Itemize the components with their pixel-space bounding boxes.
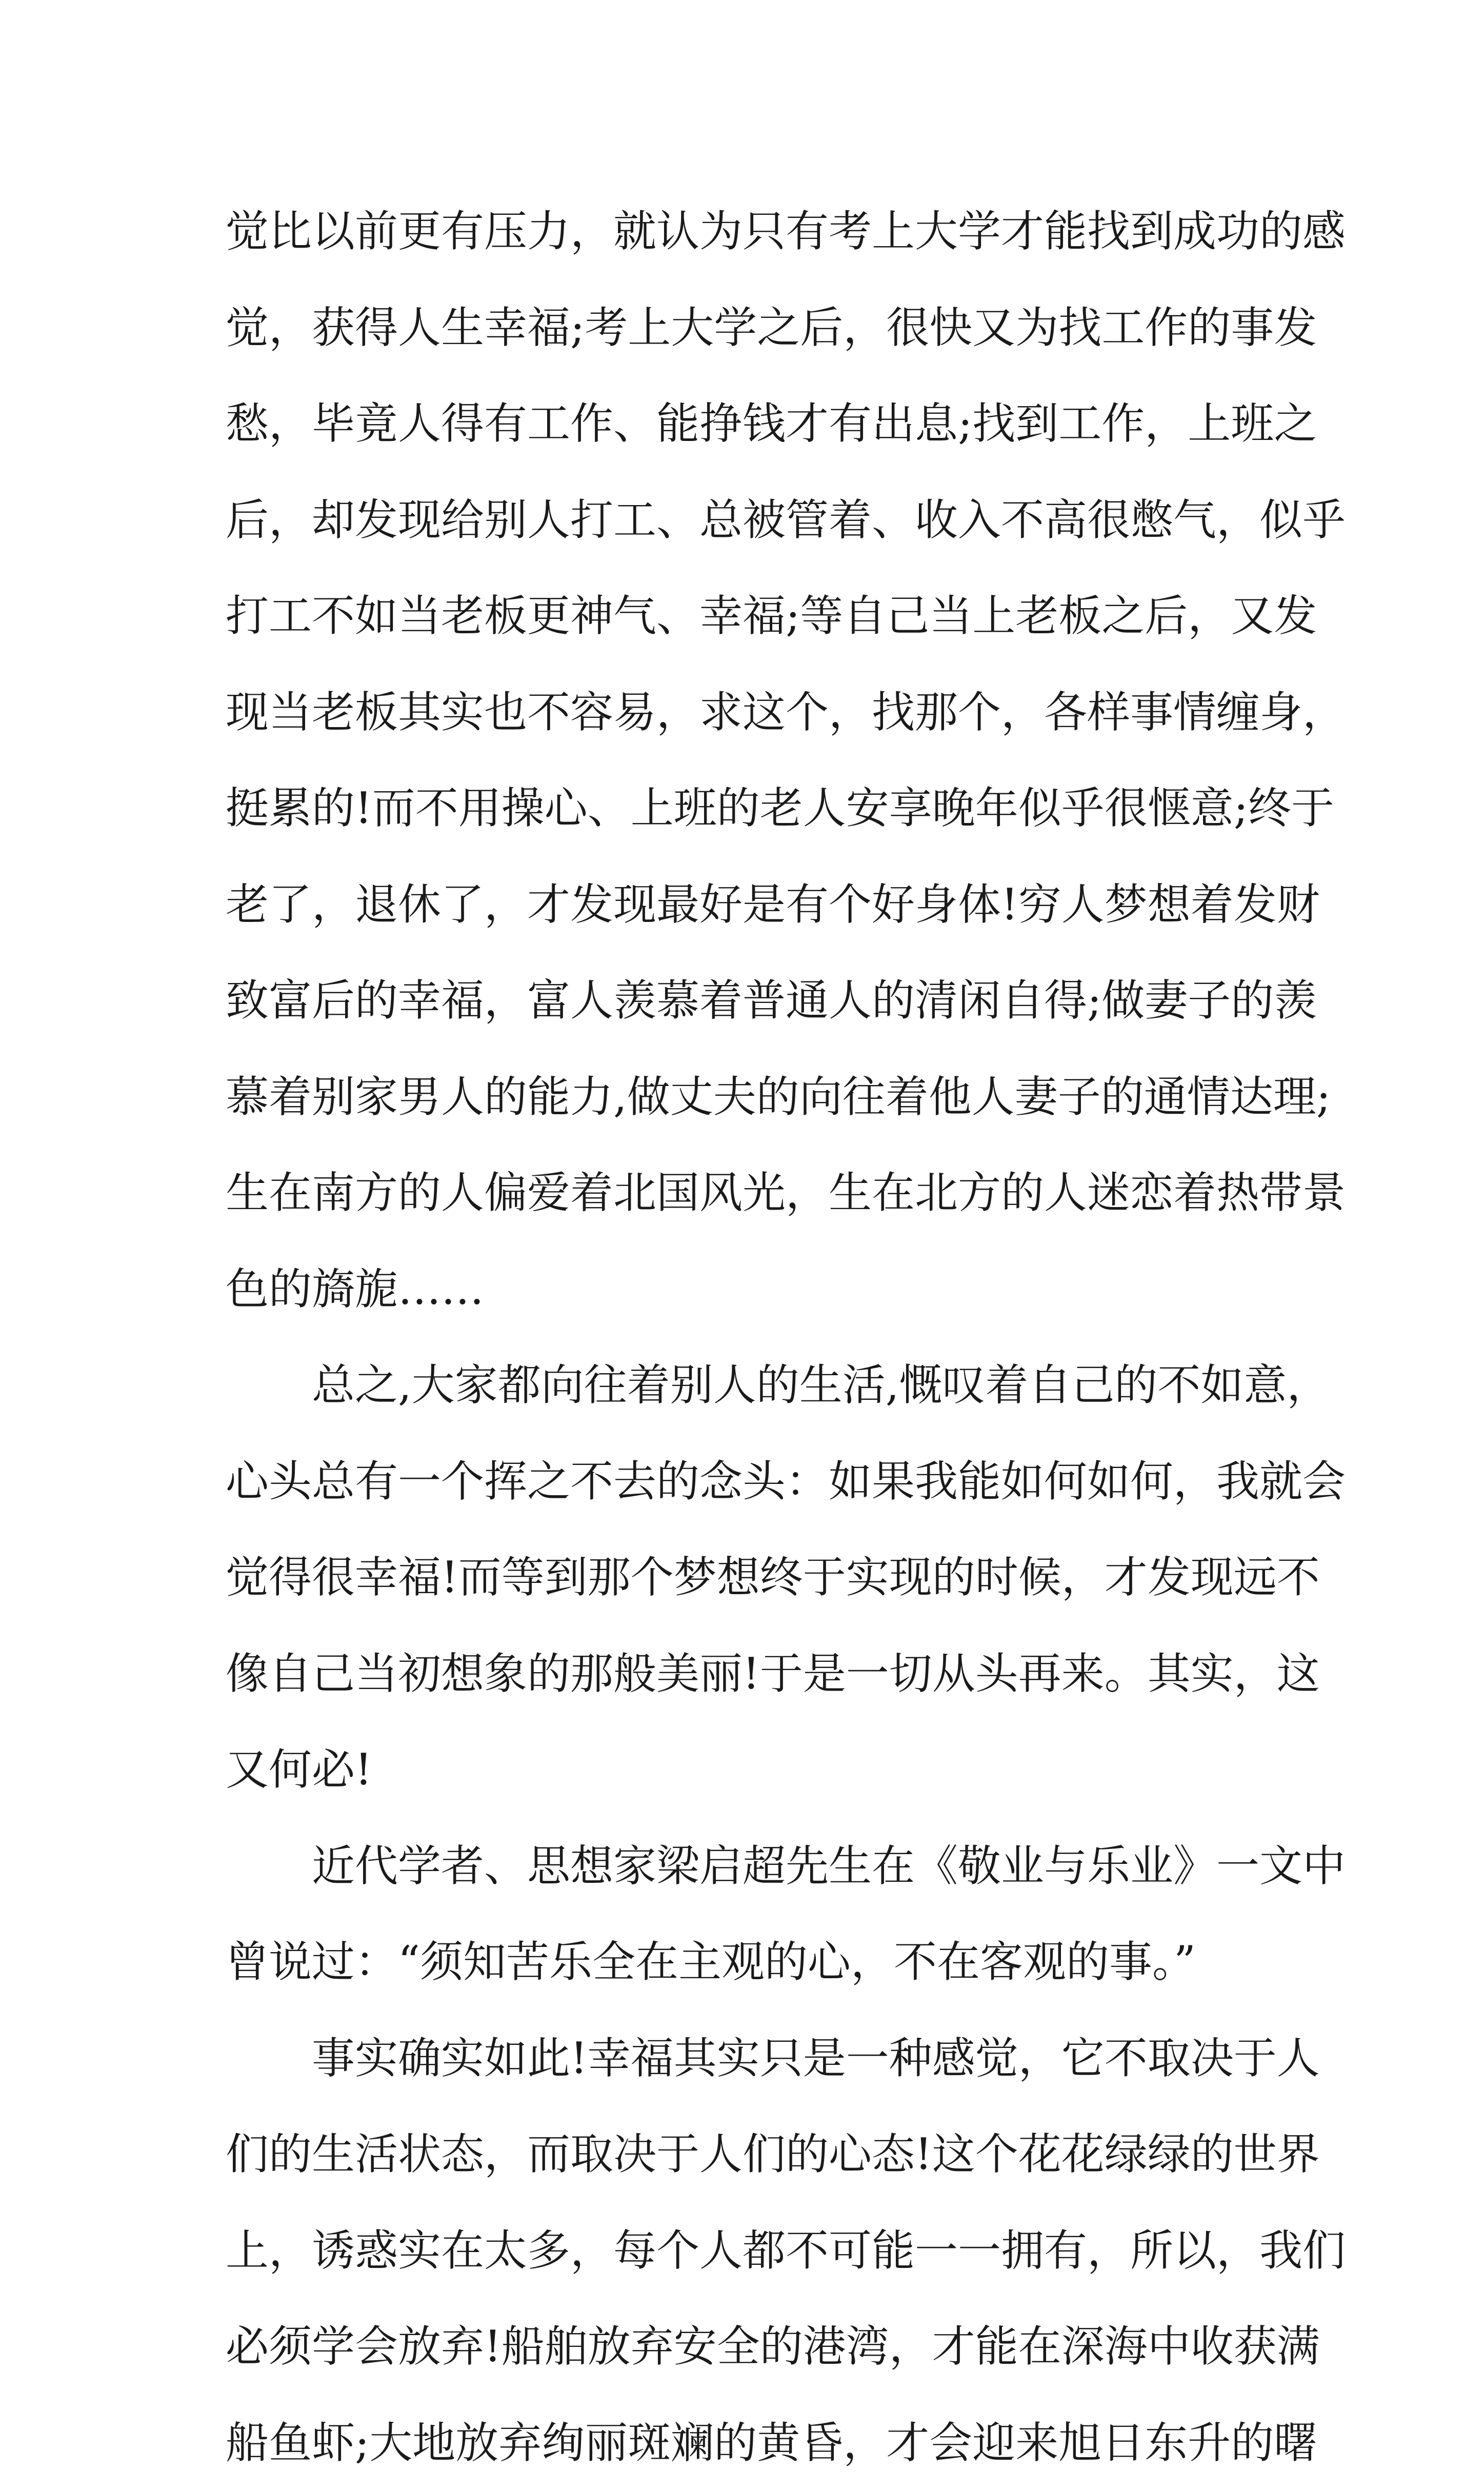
text-line: 像自己当初想象的那般美丽!于是一切从头再来。其实，这 — [226, 1626, 1272, 1722]
text-line: 又何必! — [226, 1722, 1272, 1818]
text-line: 后，却发现给别人打工、总被管着、收入不高很憋气，似乎 — [226, 472, 1272, 569]
text-line: 老了，退休了，才发现最好是有个好身体!穷人梦想着发财 — [226, 857, 1272, 953]
text-line: 曾说过：“须知苦乐全在主观的心，不在客观的事。” — [226, 1914, 1272, 2011]
text-line: 现当老板其实也不容易，求这个，找那个，各样事情缠身， — [226, 665, 1272, 761]
text-line: 船鱼虾;大地放弃绚丽斑斓的黄昏，才会迎来旭日东升的曙 — [226, 2395, 1272, 2491]
text-line: 觉，获得人生幸福;考上大学之后，很快又为找工作的事发 — [226, 280, 1272, 376]
text-line: 愁，毕竟人得有工作、能挣钱才有出息;找到工作，上班之 — [226, 376, 1272, 472]
text-line: 色的旖旎…… — [226, 1241, 1272, 1338]
text-line: 事实确实如此!幸福其实只是一种感觉，它不取决于人 — [226, 2011, 1272, 2107]
text-line: 挺累的!而不用操心、上班的老人安享晚年似乎很惬意;终于 — [226, 760, 1272, 857]
document-body — [226, 184, 1272, 2491]
text-line: 觉比以前更有压力，就认为只有考上大学才能找到成功的感 — [226, 184, 1272, 280]
text-line: 心头总有一个挥之不去的念头：如果我能如何如何，我就会 — [226, 1434, 1272, 1530]
text-line: 觉得很幸福!而等到那个梦想终于实现的时候，才发现远不 — [226, 1530, 1272, 1626]
text-line: 近代学者、思想家梁启超先生在《敬业与乐业》一文中 — [226, 1818, 1272, 1915]
text-line: 慕着别家男人的能力,做丈夫的向往着他人妻子的通情达理; — [226, 1049, 1272, 1146]
text-line: 上，诱惑实在太多，每个人都不可能一一拥有，所以，我们 — [226, 2203, 1272, 2299]
text-line: 生在南方的人偏爱着北国风光，生在北方的人迷恋着热带景 — [226, 1145, 1272, 1241]
text-line: 总之,大家都向往着别人的生活,慨叹着自己的不如意， — [226, 1337, 1272, 1434]
text-line: 必须学会放弃!船舶放弃安全的港湾，才能在深海中收获满 — [226, 2299, 1272, 2395]
text-line: 们的生活状态，而取决于人们的心态!这个花花绿绿的世界 — [226, 2106, 1272, 2203]
text-line: 打工不如当老板更神气、幸福;等自己当上老板之后，又发 — [226, 568, 1272, 665]
text-line: 致富后的幸福，富人羡慕着普通人的清闲自得;做妻子的羡 — [226, 953, 1272, 1049]
